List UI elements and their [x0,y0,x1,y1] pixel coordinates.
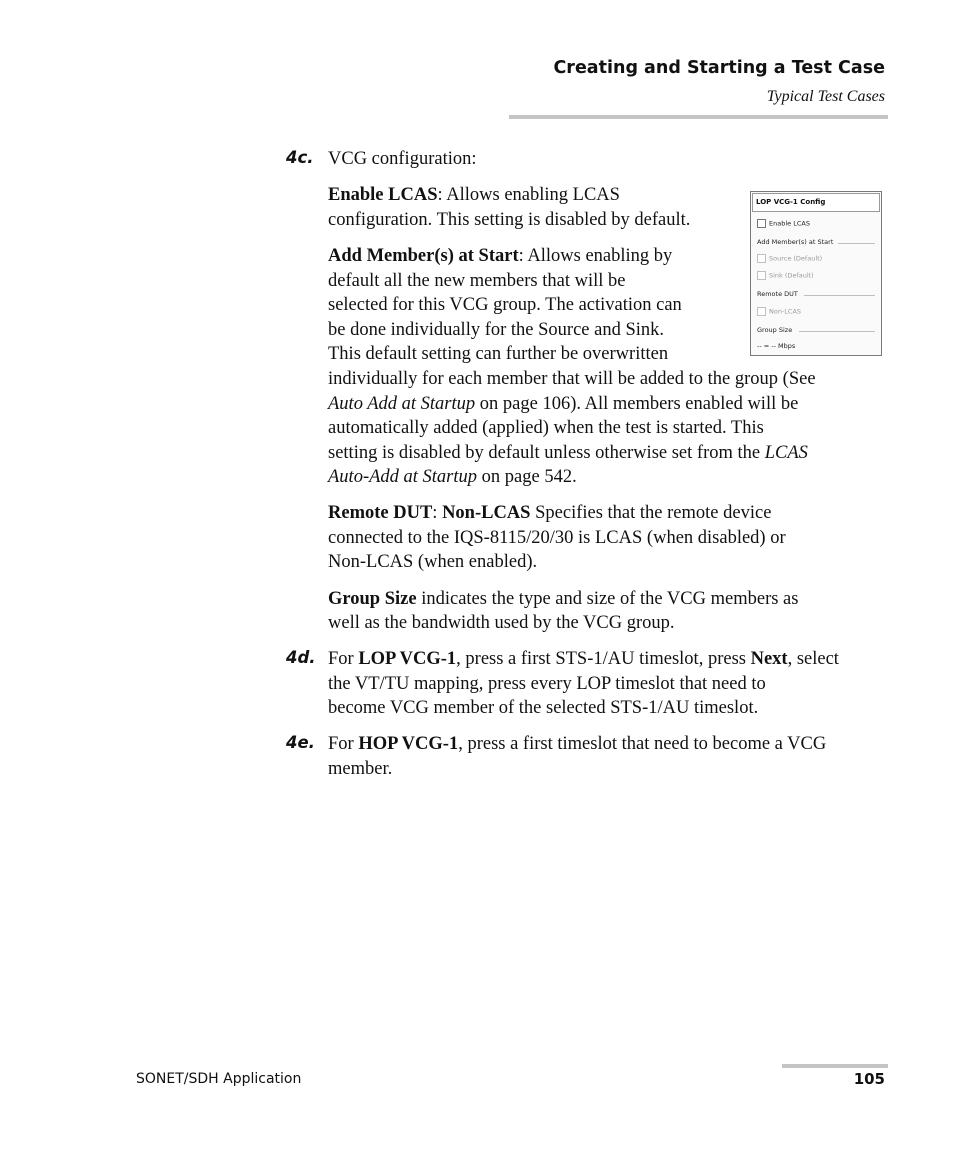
remote-dut-text: Specifies that the remote device [530,503,772,523]
non-lcas-option[interactable] [757,307,801,316]
lop-vcg-term: LOP VCG-1 [358,649,457,669]
step-4d-text-3: become VCG member of the selected STS-1/AU timeslot. [328,698,759,718]
step-4d-text-2: the VT/TU mapping, press every LOP timeslot that need to [328,674,766,694]
enable-lcas-option[interactable] [757,219,810,228]
source-default-label: Source (Default) [769,254,823,263]
step-number-4d: 4d. [286,648,316,667]
group-size-text-2: well as the bandwidth used by the VCG group. [328,613,675,633]
non-lcas-label: Non-LCAS [769,307,802,316]
add-members-text-2: default all the new members that will be [328,271,626,291]
group-size-text: indicates the type and size of the VCG members as [416,589,799,609]
header-rule [509,115,888,119]
step-4d-pre: For [328,649,359,669]
panel-title: LOP VCG-1 Config [752,193,880,212]
add-members-text-10: on page 542. [477,467,577,487]
step-4e-text-2: member. [328,759,393,779]
add-members-term: Add Member(s) at Start [328,246,519,266]
add-members-text-7: on page 106). All members enabled will be [475,394,799,414]
group-size-section-label: Group Size [757,326,793,334]
running-header-subtitle: Typical Test Cases [766,88,885,105]
enable-lcas-checkbox[interactable] [757,219,766,228]
next-term: Next [750,649,788,669]
step-4e-pre: For [328,734,359,754]
footer-document-title: SONET/SDH Application [136,1071,302,1087]
enable-lcas-term: Enable LCAS [328,185,438,205]
add-members-text-9: setting is disabled by default unless otherwise set from the [328,443,765,463]
add-members-text-4: be done individually for the Source and Sink. [328,320,665,340]
lcas-reference: LCAS [764,443,808,463]
sink-default-label: Sink (Default) [769,271,814,280]
page-number: 105 [853,1070,885,1088]
step-number-4e: 4e. [286,733,315,752]
add-members-text-3: selected for this VCG group. The activation can [328,295,682,315]
hop-vcg-term: HOP VCG-1 [358,734,459,754]
remote-dut-text-3: Non-LCAS (when enabled). [328,552,538,572]
step-number-4c: 4c. [286,148,314,167]
step-4c-intro: VCG configuration: [328,149,477,169]
sink-default-option[interactable] [757,271,814,280]
group-size-value: -- = -- Mbps [757,342,796,350]
non-lcas-term: Non-LCAS [442,503,531,523]
source-default-option[interactable] [757,254,822,263]
step-4e-post: , press a first timeslot that need to become a VCG [458,734,827,754]
running-header-title: Creating and Starting a Test Case [553,58,885,78]
group-size-divider [799,331,875,332]
source-default-checkbox[interactable] [757,254,766,263]
remote-dut-divider [804,295,875,296]
add-members-section-label: Add Member(s) at Start [757,238,834,246]
step-4d-mid: , press a first STS-1/AU timeslot, press [456,649,751,669]
add-members-text-6: individually for each member that will be added to the group (See [328,369,816,389]
enable-lcas-text-2: configuration. This setting is disabled by default. [328,210,691,230]
enable-lcas-text: : Allows enabling LCAS [437,185,620,205]
remote-dut-section-label: Remote DUT [757,290,798,298]
add-members-divider [838,243,875,244]
add-members-text: : Allows enabling by [518,246,673,266]
remote-dut-text-2: connected to the IQS-8115/20/30 is LCAS (when disabled) or [328,528,786,548]
add-members-text-8: automatically added (applied) when the test is started. This [328,418,764,438]
lcas-auto-add-reference: Auto-Add at Startup [328,467,478,487]
non-lcas-checkbox[interactable] [757,307,766,316]
auto-add-reference: Auto Add at Startup [328,394,476,414]
add-members-text-5: This default setting can further be overwritten [328,344,669,364]
lop-vcg-config-panel [750,191,882,356]
step-4d-post: , select [787,649,839,669]
remote-dut-term: Remote DUT [328,503,433,523]
footer-rule [782,1064,888,1068]
sink-default-checkbox[interactable] [757,271,766,280]
group-size-term: Group Size [328,589,417,609]
remote-dut-separator: : [432,503,443,523]
enable-lcas-label: Enable LCAS [769,219,810,228]
